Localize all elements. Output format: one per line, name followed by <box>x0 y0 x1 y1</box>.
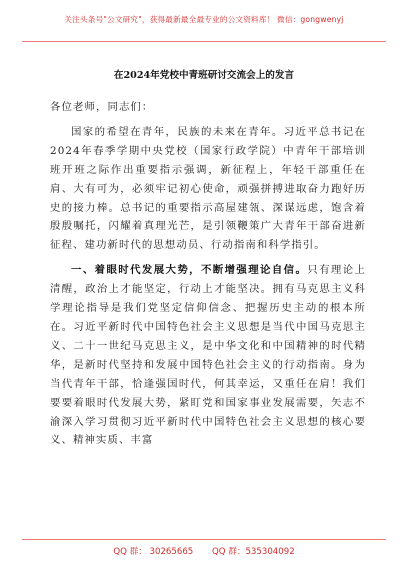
paragraph: 国家的希望在青年，民族的未来在青年。习近平总书记在2024年春季学期中央党校（国家行政学院）中青年干部培训班开班之际作出重要指示强调，新征程上，年轻干部重任在肩、大有可为，必须牢记初心使命，顽强拼搏进取奋力跑好历史的接力棒。总书记的重要指示高屋建瓴、深谋远虑，饱含着殷殷嘱托，闪耀着真理光芒，是引领鞭策广大青年干部奋进新征程、建功新时代的思想动员、行动指南和科学指引。 <box>50 125 366 252</box>
footer <box>0 545 408 557</box>
section-text: 只有理论上清醒，政治上才能坚定，行动上才能坚决。拥有马克思主义科学理论指导是我们党坚定信仰信念、把握历史主动的根本所在。习近平新时代中国特色社会主义思想是当代中国马克思主义、二十一世纪马克思主义，是中华文化和中国精神的时代精华，是新时代坚持和发展中国特色社会主义的行动指南。身为当代青年干部，恰逢强国时代，何其幸运，又重任在肩！我们要要着眼时代发展大势，紧盯党和国家事业发展需要，矢志不渝深入学习贯彻习近平新时代中国特色社会主义思想的核心要义、精神实质、丰富 <box>50 264 367 447</box>
section-heading: 一、着眼时代发展大势，不断增强理论自信。 <box>71 264 308 277</box>
section-paragraph <box>50 261 366 450</box>
header-divider <box>22 41 386 42</box>
document-body <box>50 98 366 450</box>
footer-divider <box>22 539 386 540</box>
header-notice: 关注头条号"公文研究"，获得最新最全最专业的公文资料库！ 微信：gongwenyj <box>64 15 344 24</box>
document-title: 在2024年党校中青班研讨交流会上的发言 <box>113 70 295 81</box>
footer-qq-group-2: QQ 群：535304092 <box>212 547 295 557</box>
salutation: 各位老师，同志们： <box>50 101 154 113</box>
footer-qq-group-1: QQ 群： 30265665 <box>113 547 194 557</box>
